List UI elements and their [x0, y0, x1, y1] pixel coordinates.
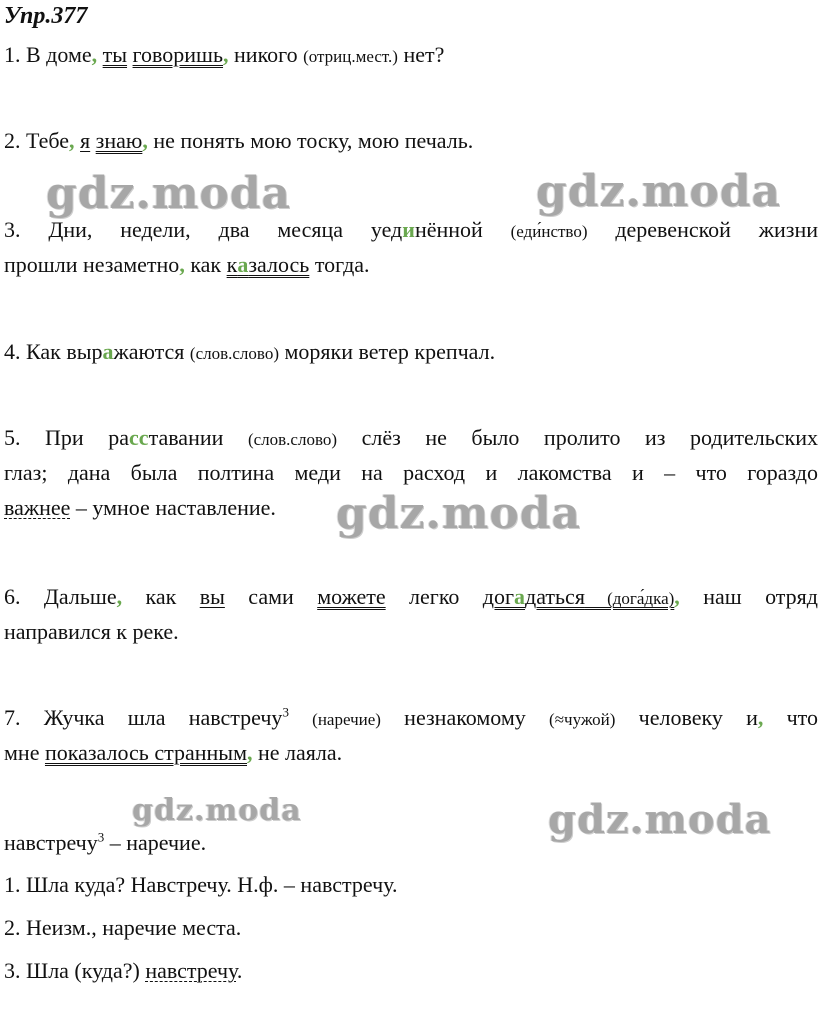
grammar-note: (≈чужой)	[549, 710, 616, 729]
watermark: gdz.moda	[548, 796, 772, 843]
text: легко	[385, 584, 483, 609]
comma-mark: ,	[179, 252, 185, 277]
predicate: показалось странным	[44, 740, 247, 765]
watermark: gdz.moda	[336, 488, 582, 539]
sentence-5-line-1	[4, 423, 818, 455]
text: не лаяла.	[252, 740, 343, 765]
footnote-mark: 3	[97, 829, 105, 845]
vowel-highlight: а	[102, 339, 114, 364]
text: человеку и	[615, 705, 758, 730]
adverbial: навстречу	[145, 958, 237, 983]
text: не понять мою тоску, мою печаль.	[147, 128, 474, 153]
predicate: можете	[317, 584, 386, 609]
sentence-7-line-1	[4, 703, 818, 735]
watermark: gdz.moda	[132, 793, 302, 828]
footnote-mark: 3	[282, 704, 289, 720]
grammar-note: (отриц.мест.)	[303, 47, 398, 66]
comma-mark: ,	[69, 128, 75, 153]
text: .	[391, 872, 398, 897]
text: нённой	[414, 217, 511, 242]
subject: вы	[199, 584, 225, 609]
text: 1. В доме	[4, 42, 92, 67]
text: жаются	[113, 339, 190, 364]
text: деревенской жизни	[587, 217, 818, 242]
text: залось	[248, 252, 310, 277]
sentence-5-line-2	[4, 458, 818, 488]
comma-mark: ,	[247, 740, 253, 765]
text: сами	[224, 584, 318, 609]
grammar-note: (слов.слово)	[247, 430, 338, 449]
text: 1. Шла куда? Навстречу. Н.ф. – навстречу	[4, 872, 392, 897]
text: 7. Жучка шла навстречу	[4, 705, 283, 730]
comma-mark: ,	[116, 584, 123, 609]
text: 5. При ра	[4, 425, 130, 450]
vowel-highlight: а	[237, 252, 249, 277]
sentence-6-line-1	[4, 582, 818, 614]
sentence-6-line-2	[4, 617, 818, 647]
text: направился к реке.	[4, 619, 179, 644]
watermark: gdz.moda	[46, 168, 292, 219]
morph-point-3	[4, 956, 818, 986]
text: как	[122, 584, 200, 609]
text: 3. Шла (куда?)	[4, 958, 146, 983]
text: даться	[525, 584, 585, 609]
text: прошли незаметно	[4, 252, 180, 277]
text: дог	[482, 584, 515, 609]
text: слёз не было пролито из родительских	[337, 425, 818, 450]
sentence-3-line-2	[4, 250, 818, 280]
grammar-note: (наречие)	[312, 710, 381, 729]
sentence-7-line-2	[4, 738, 818, 768]
subject: я	[80, 128, 91, 153]
subject: ты	[102, 42, 128, 67]
text: глаз; дана была полтина меди на расход и лакомства и – что гораздо	[4, 460, 818, 485]
text: нет?	[397, 42, 445, 67]
exercise-title: Упр.377	[4, 3, 88, 29]
text: тавании	[148, 425, 248, 450]
comma-mark: ,	[674, 584, 680, 609]
watermark: gdz.moda	[536, 166, 782, 217]
sentence-3-line-1	[4, 215, 818, 247]
vowel-highlight: а	[514, 584, 526, 609]
morph-point-2	[4, 913, 818, 943]
sentence-1	[4, 40, 818, 72]
grammar-note: (еди́нство)	[510, 222, 588, 241]
text: тогда.	[309, 252, 370, 277]
text: – наречие.	[104, 830, 207, 855]
text: никого	[228, 42, 304, 67]
text: что	[763, 705, 819, 730]
sentence-2	[4, 126, 818, 156]
text: незнакомому	[380, 705, 550, 730]
text: навстречу	[4, 830, 98, 855]
comma-mark: ,	[91, 42, 98, 67]
comma-mark: ,	[223, 42, 229, 67]
text: мне	[4, 740, 45, 765]
letter-highlight: сс	[129, 425, 149, 450]
comma-mark: ,	[142, 128, 148, 153]
grammar-note: (дога́дка)	[584, 589, 675, 608]
text: к	[226, 252, 238, 277]
text: .	[236, 958, 243, 983]
comma-mark: ,	[757, 705, 764, 730]
text: наш отряд	[679, 584, 818, 609]
text: 4. Как выр	[4, 339, 103, 364]
vowel-highlight: и	[402, 217, 415, 242]
text: – умное наставление.	[70, 495, 276, 520]
text: моряки ветер крепчал.	[278, 339, 496, 364]
predicate: знаю	[95, 128, 143, 153]
text: 6. Дальше	[4, 584, 117, 609]
text: как	[184, 252, 227, 277]
sentence-4	[4, 337, 818, 369]
text: 2. Неизм., наречие места.	[4, 915, 242, 940]
text: 2. Тебе	[4, 128, 70, 153]
predicate: говоришь	[132, 42, 224, 67]
predicate: важнее	[4, 495, 71, 520]
morph-point-1	[4, 870, 818, 900]
grammar-note: (слов.слово)	[189, 344, 279, 363]
text: 3. Дни, недели, два месяца уед	[4, 217, 403, 242]
